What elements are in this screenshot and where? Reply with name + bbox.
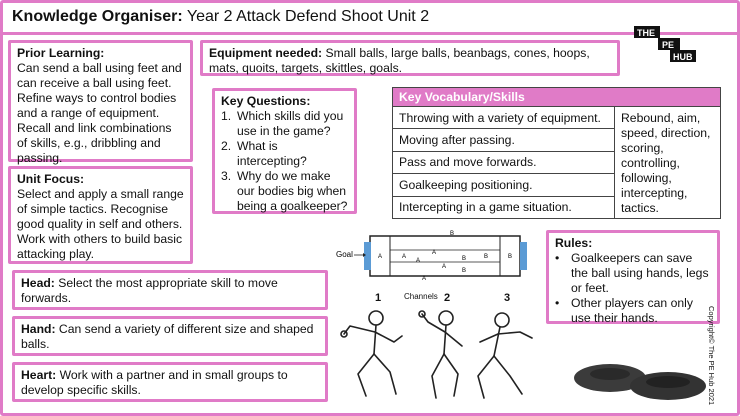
figure-leg: [432, 354, 444, 398]
title-divider: [3, 32, 737, 35]
equipment-text: Small balls, large balls, beanbags, cones, hoops, mats, quoits, targets, skittles, goals.: [209, 46, 590, 75]
heart-text: Work with a partner and in small groups to develop specific skills.: [21, 368, 288, 397]
head-box: [12, 270, 328, 310]
figure-leg: [444, 354, 458, 396]
player-a: A: [422, 276, 427, 282]
logo-text: PE: [662, 40, 675, 50]
figure-arm: [480, 334, 498, 342]
key-questions-box: [212, 88, 357, 214]
channel-number: 1: [375, 292, 382, 304]
rule-item: • Goalkeepers can save the ball using hands, legs or feet.: [555, 251, 709, 295]
figure-body: [494, 327, 500, 356]
throwing-figures-illustration: [336, 306, 536, 406]
hand-text: Can send a variety of different size and shaped balls.: [21, 322, 314, 351]
vocabulary-row: Goalkeeping positioning.: [393, 174, 615, 196]
heart-box: [12, 362, 328, 402]
player-a: A: [432, 250, 437, 256]
logo-text: THE: [637, 28, 655, 38]
figure-leg: [374, 354, 396, 394]
vocabulary-row: Moving after passing.: [393, 129, 615, 151]
key-questions-heading: Key Questions:: [221, 94, 311, 108]
figure-head: [495, 313, 509, 327]
cones-illustration: [572, 348, 708, 404]
hand-heading: Hand:: [21, 322, 56, 336]
head-heading: Head:: [21, 276, 55, 290]
figure-head: [439, 311, 453, 325]
player-a: A: [416, 258, 421, 264]
figure-body: [444, 325, 446, 354]
unit-focus-box: [8, 166, 193, 264]
cone-top: [646, 376, 690, 388]
vocabulary-table: [392, 87, 721, 219]
player-b: B: [484, 254, 489, 260]
channels-label: Channels: [404, 292, 438, 301]
key-question-item: 1. Which skills did you use in the game?: [221, 109, 344, 138]
player-b: B: [508, 254, 513, 260]
figure-leg: [494, 356, 522, 394]
player-a: A: [442, 264, 447, 270]
goal-right: [520, 242, 527, 270]
vocabulary-words: Rebound, aim, speed, direction, scoring, controlling, following, intercepting, tactics.: [615, 107, 721, 219]
pitch-outline: [370, 236, 520, 276]
logo-text: HUB: [673, 52, 693, 62]
vocabulary-heading: Key Vocabulary/Skills: [393, 88, 721, 107]
figure-arm: [375, 332, 402, 342]
unit-focus-heading: Unit Focus:: [17, 172, 85, 186]
key-questions-list: [221, 109, 348, 214]
prior-learning-box: [8, 40, 193, 165]
prior-learning-heading: Prior Learning:: [17, 46, 105, 60]
pitch-diagram: [336, 228, 536, 288]
channel-number: 2: [444, 292, 451, 304]
vocabulary-row: Intercepting in a game situation.: [393, 196, 615, 218]
player-a: A: [402, 254, 407, 260]
figure-head: [369, 311, 383, 325]
player-b: B: [462, 268, 467, 274]
figure-leg: [478, 356, 494, 398]
figure-arm: [344, 326, 375, 334]
figure-body: [374, 325, 376, 354]
unit-focus-text: Select and apply a small range of simple tactics. Recognise good quality in self and others. Work with others to build basic attacking play.: [17, 187, 184, 261]
equipment-heading: Equipment needed:: [209, 46, 323, 60]
head-text: Select the most appropriate skill to move forwards.: [21, 276, 278, 305]
hand-box: [12, 316, 328, 356]
figure-leg: [358, 354, 374, 396]
heart-heading: Heart:: [21, 368, 57, 382]
rules-box: [546, 230, 720, 324]
rules-heading: Rules:: [555, 236, 593, 250]
figure-arm: [498, 332, 532, 338]
goal-label: Goal: [336, 250, 353, 259]
cone-top: [590, 368, 630, 380]
pe-hub-logo: [634, 22, 698, 68]
figure-arm: [445, 332, 462, 346]
key-question-item: 3. Why do we make our bodies big when being a goalkeeper?: [221, 169, 348, 213]
player-b: B: [462, 256, 467, 262]
player-a: A: [377, 254, 383, 260]
prior-learning-text: Can send a ball using feet and can receive a ball using feet. Refine ways to control bodies and a range of equipment. Recall and link combinations of skills, e.g., dribbling and passing.: [17, 61, 182, 165]
channel-number: 3: [504, 292, 511, 304]
player-b: B: [450, 231, 455, 237]
page-title: Knowledge Organiser: Year 2 Attack Defend Shoot Unit 2: [12, 8, 430, 25]
vocabulary-row: Pass and move forwards.: [393, 151, 615, 173]
rules-list: [555, 251, 711, 326]
key-question-item: 2. What is intercepting?: [221, 139, 307, 168]
rule-item: • Other players can only use their hands.: [555, 296, 693, 325]
equipment-box: [200, 40, 620, 76]
vocabulary-row: Throwing with a variety of equipment.: [393, 107, 615, 129]
copyright-text: Copyright© The PE Hub 2021: [707, 306, 716, 406]
goal-left: [364, 242, 371, 270]
